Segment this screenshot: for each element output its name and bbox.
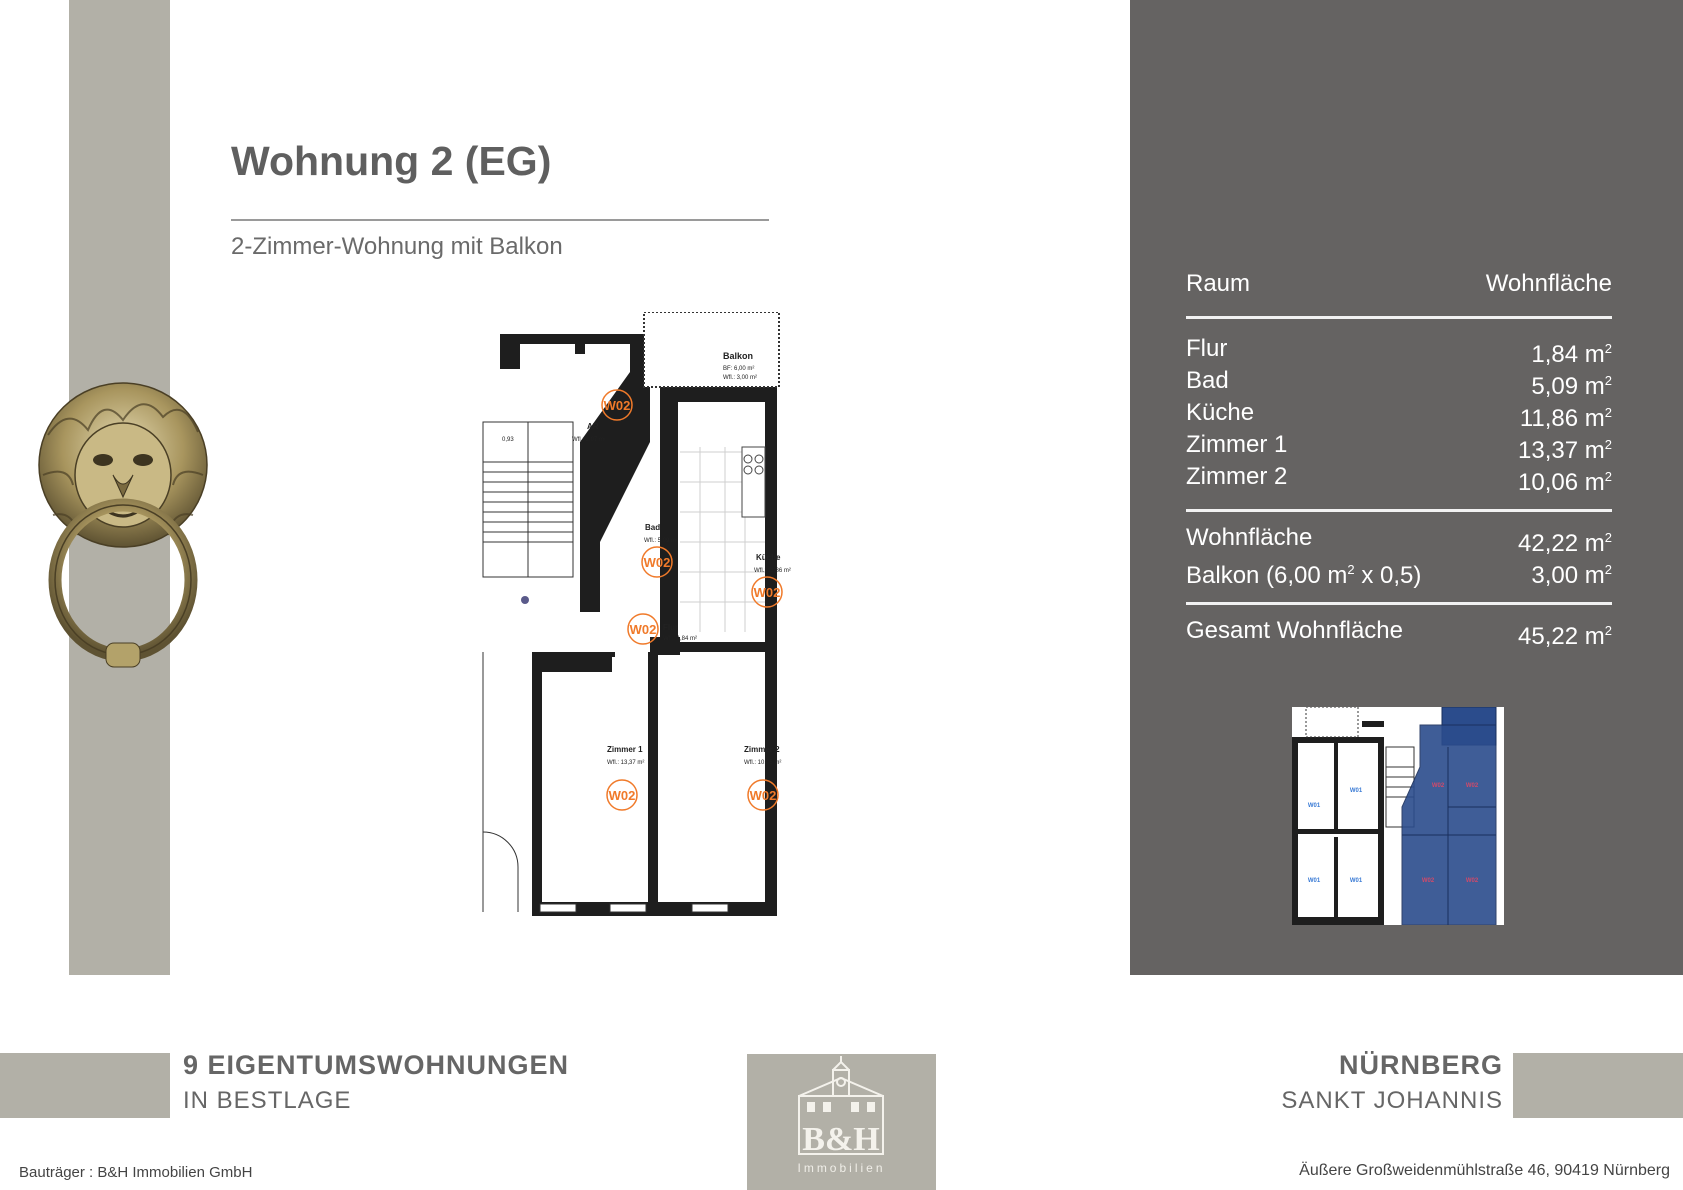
header-room: Raum [1186, 270, 1251, 297]
footer-band-right [1513, 1053, 1683, 1118]
plan-area-balkon-wfl: Wfl.: 3,00 m² [723, 375, 758, 381]
plan-label-zimmer2: Zimmer 2 [744, 745, 780, 754]
company-logo [747, 1054, 936, 1190]
table-row-total: Gesamt Wohnfläche 45,22 $m^2$ [1186, 617, 1612, 650]
plan-label-ar: AR [587, 422, 599, 431]
mini-marker-w01: W01 [1349, 878, 1363, 884]
plan-area-zimmer2: Wfl.: 10,06 m² [744, 760, 782, 766]
mini-marker-w02: W02 [1465, 878, 1479, 884]
plan-area-zimmer1: Wfl.: 13,37 m² [607, 760, 645, 766]
footer-district: SANKT JOHANNIS [1281, 1087, 1503, 1114]
logo-subtitle: Immobilien [797, 1161, 886, 1175]
plan-label-flur: Flur [663, 623, 679, 632]
plan-label-bad: Bad [645, 523, 661, 532]
plan-area-balkon: BF: 6,00 m² [723, 366, 755, 372]
table-row: Flur 1,84 $m^2$ [1186, 335, 1612, 368]
area-table [1186, 266, 1612, 650]
mini-marker-w01: W01 [1349, 788, 1363, 794]
page-title: Wohnung 2 (EG) [231, 138, 552, 184]
plan-area-ar: Wfl.: 1,07 m² [572, 437, 607, 443]
floor-plan [480, 312, 850, 916]
footer-city: NÜRNBERG [1338, 1050, 1503, 1080]
table-row: Zimmer 2 10,06 $m^2$ [1186, 463, 1612, 496]
table-row-subtotal: Wohnfläche 42,22 $m^2$ [1186, 524, 1612, 557]
unit-marker: W02 [753, 585, 781, 600]
unit-marker: W02 [629, 622, 657, 637]
plan-label-kueche: Küche [756, 553, 781, 562]
header-area: Wohnfläche [1485, 270, 1612, 297]
footer-tagline: IN BESTLAGE [183, 1087, 352, 1114]
table-row-balkon: Balkon (6,00 $m^2$ x 0,5) 3,00 $m^2$ [1186, 562, 1612, 589]
footer-band-left [0, 1053, 170, 1118]
lion-knocker-image [28, 365, 218, 675]
table-row: Küche 11,86 $m^2$ [1186, 399, 1612, 432]
mini-marker-w01: W01 [1307, 803, 1321, 809]
building-overview-plan [1292, 707, 1504, 925]
address: Äußere Großweidenmühlstraße 46, 90419 Nürnberg [1299, 1162, 1670, 1179]
plan-stair-width: 0,93 [502, 437, 514, 443]
table-header [1186, 266, 1612, 302]
logo-text: B&H [802, 1121, 880, 1158]
mini-marker-w02: W02 [1465, 783, 1479, 789]
title-divider [231, 219, 769, 221]
plan-area-kueche: Wfl.: 11,86 m² [754, 568, 791, 574]
table-row: Bad 5,09 $m^2$ [1186, 367, 1612, 400]
mini-marker-w02: W02 [1421, 878, 1435, 884]
plan-label-zimmer1: Zimmer 1 [607, 745, 643, 754]
building-logo-icon [747, 1054, 936, 1160]
footer-headline: 9 EIGENTUMSWOHNUNGEN [183, 1050, 570, 1080]
page-subtitle: 2-Zimmer-Wohnung mit Balkon [231, 233, 563, 260]
plan-label-balkon: Balkon [723, 351, 754, 361]
unit-marker: W02 [643, 555, 671, 570]
plan-area-flur: Wfl.: 1,84 m² [663, 636, 698, 642]
unit-marker: W02 [603, 398, 631, 413]
plan-area-bad: Wfl.: 5,09 m² [644, 538, 679, 544]
unit-marker: W02 [749, 788, 777, 803]
mini-marker-w02: W02 [1431, 783, 1445, 789]
table-row: Zimmer 1 13,37 $m^2$ [1186, 431, 1612, 464]
builder-info: Bauträger : B&H Immobilien GmbH [19, 1164, 253, 1181]
unit-marker: W02 [608, 788, 636, 803]
mini-marker-w01: W01 [1307, 878, 1321, 884]
